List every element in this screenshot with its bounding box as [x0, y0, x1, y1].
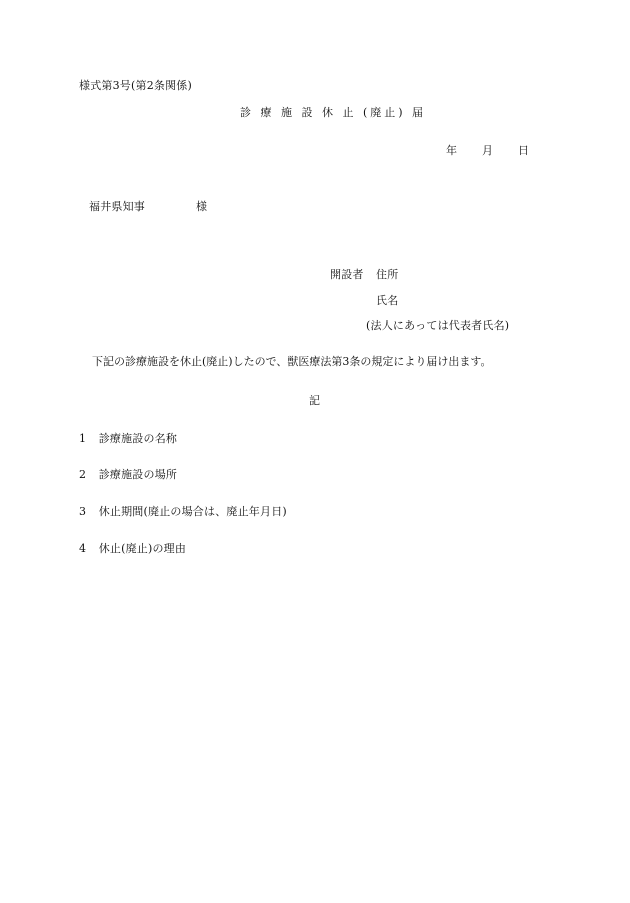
- item-number: 1: [79, 432, 87, 445]
- item-number: 3: [79, 505, 87, 518]
- applicant-corporate-note: (法人にあっては代表者氏名): [366, 319, 510, 332]
- item-number: 4: [79, 542, 87, 555]
- item-label: 休止期間(廃止の場合は、廃止年月日): [98, 505, 287, 518]
- applicant-address-label: 住所: [376, 268, 399, 281]
- form-number: 様式第3号(第2条関係): [79, 79, 192, 92]
- item-label: 診療施設の場所: [98, 468, 178, 481]
- addressee-name: 福井県知事: [89, 200, 145, 213]
- date-day-label: 日: [518, 144, 529, 157]
- addressee-honorific: 様: [196, 200, 208, 213]
- document-title: 診 療 施 設 休 止 (廃止) 届: [240, 106, 427, 119]
- list-item: [79, 542, 186, 556]
- date-month-label: 月: [482, 144, 493, 157]
- date-year-label: 年: [446, 144, 457, 157]
- list-item: [79, 468, 177, 482]
- list-item: [79, 432, 177, 446]
- list-item: [79, 505, 287, 519]
- applicant-name-label: 氏名: [376, 294, 399, 307]
- applicant-role-label: 開設者: [330, 268, 364, 281]
- body-text: 下記の診療施設を休止(廃止)したので、獣医療法第3条の規定により届け出ます。: [92, 355, 492, 368]
- item-label: 診療施設の名称: [98, 432, 178, 445]
- item-number: 2: [79, 468, 87, 481]
- item-label: 休止(廃止)の理由: [98, 542, 187, 555]
- record-heading: 記: [309, 394, 321, 407]
